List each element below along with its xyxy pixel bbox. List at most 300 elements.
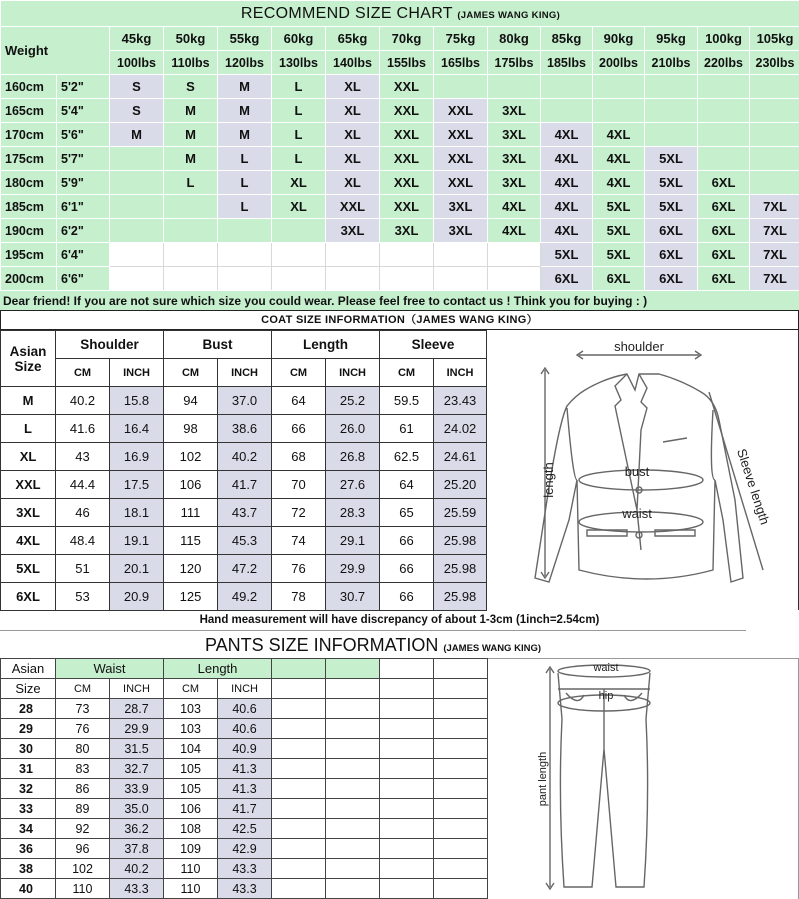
recommend-title xyxy=(1,1,799,27)
coat-measure-cell: 66 xyxy=(380,555,434,583)
size-cell xyxy=(488,243,541,267)
pants-measure-cell: 35.0 xyxy=(110,799,164,819)
height-cm: 165cm xyxy=(1,99,57,123)
pants-measure-cell: 42.5 xyxy=(218,819,272,839)
pants-empty-cell xyxy=(272,679,326,699)
pants-empty-cell xyxy=(434,859,488,879)
pants-empty-cell xyxy=(380,819,434,839)
pants-empty-cell xyxy=(380,739,434,759)
coat-measure-cell: 43 xyxy=(56,443,110,471)
pants-measure-cell: 108 xyxy=(164,819,218,839)
height-row xyxy=(1,147,799,171)
pants-size-row xyxy=(1,799,488,819)
size-cell xyxy=(164,267,218,291)
height-ft: 5'4" xyxy=(57,99,110,123)
pants-size-header-2: Size xyxy=(1,679,56,699)
weight-kg-header: 65kg xyxy=(326,27,380,51)
weight-label: Weight xyxy=(1,27,110,75)
pants-group-length: Length xyxy=(164,659,272,679)
pants-measure-cell: 41.7 xyxy=(218,799,272,819)
height-cm: 180cm xyxy=(1,171,57,195)
contact-note: Dear friend! If you are not sure which size you could wear. Please feel free to contact us ! Think you for buying : ) xyxy=(0,290,799,310)
coat-measure-cell: 102 xyxy=(164,443,218,471)
coat-size-row xyxy=(1,583,487,611)
coat-measure-cell: 72 xyxy=(272,499,326,527)
size-cell xyxy=(218,267,272,291)
coat-size-row xyxy=(1,471,487,499)
size-cell: M xyxy=(164,99,218,123)
weight-kg-header: 85kg xyxy=(541,27,593,51)
coat-measure-cell: 43.7 xyxy=(218,499,272,527)
coat-measure-cell: 111 xyxy=(164,499,218,527)
size-cell: XXL xyxy=(326,195,380,219)
unit-inch-header: INCH xyxy=(218,679,272,699)
coat-measure-cell: 29.1 xyxy=(326,527,380,555)
coat-group-sleeve: Sleeve xyxy=(380,331,487,359)
coat-measurement-diagram xyxy=(487,330,799,610)
pants-measure-cell: 76 xyxy=(56,719,110,739)
size-cell: S xyxy=(164,75,218,99)
size-cell: 6XL xyxy=(645,243,698,267)
pants-measure-cell: 86 xyxy=(56,779,110,799)
unit-inch-header: INCH xyxy=(434,359,487,387)
pants-measure-cell: 32.7 xyxy=(110,759,164,779)
pants-empty-cell xyxy=(434,879,488,899)
coat-measure-cell: 29.9 xyxy=(326,555,380,583)
coat-measure-cell: 53 xyxy=(56,583,110,611)
coat-measure-cell: 40.2 xyxy=(56,387,110,415)
size-cell xyxy=(218,243,272,267)
pants-size-label: 33 xyxy=(1,799,56,819)
coat-size-label: XL xyxy=(1,443,56,471)
size-cell: 5XL xyxy=(645,147,698,171)
coat-measure-cell: 48.4 xyxy=(56,527,110,555)
size-cell xyxy=(698,75,750,99)
size-cell: 6XL xyxy=(698,267,750,291)
pants-empty-cell xyxy=(434,739,488,759)
size-cell xyxy=(645,75,698,99)
coat-measure-cell: 49.2 xyxy=(218,583,272,611)
coat-size-row xyxy=(1,443,487,471)
height-ft: 6'4" xyxy=(57,243,110,267)
size-cell xyxy=(326,243,380,267)
size-cell: 3XL xyxy=(434,219,488,243)
weight-kg-header: 70kg xyxy=(380,27,434,51)
pants-measure-cell: 33.9 xyxy=(110,779,164,799)
size-cell xyxy=(434,243,488,267)
coat-measure-cell: 66 xyxy=(380,583,434,611)
size-cell: XL xyxy=(326,147,380,171)
coat-label-sleeve: Sleeve length xyxy=(733,446,773,527)
unit-cm-header: CM xyxy=(56,679,110,699)
height-cm: 175cm xyxy=(1,147,57,171)
size-cell: 3XL xyxy=(434,195,488,219)
pants-measure-cell: 41.3 xyxy=(218,779,272,799)
pants-empty-cell xyxy=(434,819,488,839)
height-row xyxy=(1,171,799,195)
coat-measure-cell: 20.1 xyxy=(110,555,164,583)
coat-measure-cell: 37.0 xyxy=(218,387,272,415)
size-cell: 6XL xyxy=(698,195,750,219)
weight-kg-header: 60kg xyxy=(272,27,326,51)
weight-lbs-header: 110lbs xyxy=(164,51,218,75)
coat-measure-cell: 78 xyxy=(272,583,326,611)
pants-size-title xyxy=(0,630,746,658)
pants-size-table xyxy=(0,658,488,899)
height-row xyxy=(1,75,799,99)
coat-size-title: COAT SIZE INFORMATION（JAMES WANG KING） xyxy=(0,310,799,330)
unit-cm-header: CM xyxy=(164,679,218,699)
coat-measure-cell: 61 xyxy=(380,415,434,443)
size-cell: XXL xyxy=(380,171,434,195)
pants-size-row xyxy=(1,839,488,859)
unit-cm-header: CM xyxy=(272,359,326,387)
size-cell xyxy=(110,267,164,291)
size-cell: M xyxy=(164,147,218,171)
pants-measure-cell: 102 xyxy=(56,859,110,879)
size-cell xyxy=(645,123,698,147)
pants-size-row xyxy=(1,759,488,779)
pants-label-hip: hip xyxy=(598,690,614,702)
height-ft: 6'6" xyxy=(57,267,110,291)
pants-empty-cell xyxy=(380,719,434,739)
pants-measure-cell: 104 xyxy=(164,739,218,759)
size-cell xyxy=(750,123,799,147)
pants-empty-cell xyxy=(380,839,434,859)
size-cell xyxy=(488,267,541,291)
pants-size-label: 34 xyxy=(1,819,56,839)
size-cell: L xyxy=(218,195,272,219)
height-row xyxy=(1,195,799,219)
size-cell xyxy=(110,171,164,195)
coat-group-length: Length xyxy=(272,331,380,359)
pants-measure-cell: 41.3 xyxy=(218,759,272,779)
weight-lbs-header: 220lbs xyxy=(698,51,750,75)
size-cell: 5XL xyxy=(645,171,698,195)
coat-measure-cell: 41.6 xyxy=(56,415,110,443)
size-cell: XXL xyxy=(434,123,488,147)
coat-size-row xyxy=(1,527,487,555)
weight-kg-header: 95kg xyxy=(645,27,698,51)
coat-measure-cell: 18.1 xyxy=(110,499,164,527)
size-cell: 3XL xyxy=(488,99,541,123)
size-cell: 6XL xyxy=(541,267,593,291)
pants-measure-cell: 105 xyxy=(164,779,218,799)
coat-size-row xyxy=(1,555,487,583)
pants-empty-cell xyxy=(434,779,488,799)
size-cell: XXL xyxy=(380,147,434,171)
size-cell xyxy=(380,267,434,291)
coat-measure-cell: 94 xyxy=(164,387,218,415)
pants-measure-cell: 80 xyxy=(56,739,110,759)
pants-measure-cell: 31.5 xyxy=(110,739,164,759)
size-cell xyxy=(750,99,799,123)
coat-measure-cell: 23.43 xyxy=(434,387,487,415)
pants-empty-cell xyxy=(326,839,380,859)
size-cell: XXL xyxy=(434,171,488,195)
size-cell xyxy=(272,267,326,291)
size-cell: L xyxy=(272,147,326,171)
height-cm: 195cm xyxy=(1,243,57,267)
pants-size-label: 29 xyxy=(1,719,56,739)
coat-measure-cell: 25.2 xyxy=(326,387,380,415)
pants-measurement-diagram xyxy=(488,658,799,899)
size-cell: XL xyxy=(326,75,380,99)
height-ft: 5'7" xyxy=(57,147,110,171)
coat-size-label: XXL xyxy=(1,471,56,499)
size-cell: 6XL xyxy=(645,219,698,243)
pants-size-table-section xyxy=(0,658,487,899)
pants-label-waist: waist xyxy=(593,662,619,674)
coat-measure-cell: 64 xyxy=(380,471,434,499)
coat-measure-cell: 44.4 xyxy=(56,471,110,499)
pants-size-row xyxy=(1,739,488,759)
size-cell xyxy=(593,99,645,123)
size-cell xyxy=(110,195,164,219)
coat-measure-cell: 51 xyxy=(56,555,110,583)
size-cell: XXL xyxy=(434,147,488,171)
height-cm: 185cm xyxy=(1,195,57,219)
pants-measure-cell: 103 xyxy=(164,699,218,719)
size-cell: 4XL xyxy=(541,219,593,243)
pants-empty-cell xyxy=(272,839,326,859)
pants-empty-cell xyxy=(380,679,434,699)
coat-measure-cell: 66 xyxy=(380,527,434,555)
coat-measure-cell: 25.98 xyxy=(434,583,487,611)
size-cell xyxy=(541,75,593,99)
pants-measure-cell: 73 xyxy=(56,699,110,719)
size-cell: L xyxy=(272,123,326,147)
height-ft: 6'2" xyxy=(57,219,110,243)
pants-size-label: 32 xyxy=(1,779,56,799)
pants-measure-cell: 42.9 xyxy=(218,839,272,859)
size-cell: L xyxy=(218,147,272,171)
size-cell xyxy=(326,267,380,291)
weight-lbs-header: 165lbs xyxy=(434,51,488,75)
coat-measure-cell: 41.7 xyxy=(218,471,272,499)
size-cell xyxy=(434,267,488,291)
size-cell: 3XL xyxy=(326,219,380,243)
size-cell: XXL xyxy=(380,123,434,147)
pants-size-row xyxy=(1,859,488,879)
size-cell xyxy=(698,123,750,147)
size-cell: M xyxy=(218,75,272,99)
pants-empty-cell xyxy=(434,759,488,779)
coat-measure-cell: 38.6 xyxy=(218,415,272,443)
coat-measure-cell: 16.4 xyxy=(110,415,164,443)
height-cm: 170cm xyxy=(1,123,57,147)
size-cell xyxy=(164,195,218,219)
recommend-size-chart xyxy=(0,0,799,310)
pants-empty-cell xyxy=(434,699,488,719)
size-cell: 4XL xyxy=(541,147,593,171)
pants-measure-cell: 43.3 xyxy=(218,859,272,879)
pants-measure-cell: 110 xyxy=(56,879,110,899)
coat-measure-cell: 24.02 xyxy=(434,415,487,443)
size-cell: 3XL xyxy=(488,123,541,147)
unit-inch-header: INCH xyxy=(110,679,164,699)
coat-measure-cell: 66 xyxy=(272,415,326,443)
height-row xyxy=(1,123,799,147)
recommend-title-text: RECOMMEND SIZE CHART xyxy=(240,4,453,22)
pants-empty-cell xyxy=(434,679,488,699)
pants-measure-cell: 105 xyxy=(164,759,218,779)
size-cell xyxy=(218,219,272,243)
pants-empty-cell xyxy=(380,859,434,879)
pants-label-length: pant length xyxy=(537,751,549,807)
coat-measure-cell: 25.59 xyxy=(434,499,487,527)
coat-size-label: L xyxy=(1,415,56,443)
size-cell xyxy=(164,219,218,243)
size-cell xyxy=(110,147,164,171)
size-cell xyxy=(110,243,164,267)
pants-size-label: 40 xyxy=(1,879,56,899)
coat-label-length: length xyxy=(541,462,556,498)
size-cell: XL xyxy=(326,99,380,123)
weight-kg-header: 45kg xyxy=(110,27,164,51)
pants-empty-cell xyxy=(326,699,380,719)
pants-measure-cell: 43.3 xyxy=(110,879,164,899)
pants-empty-cell xyxy=(434,799,488,819)
weight-lbs-header: 100lbs xyxy=(110,51,164,75)
coat-measure-cell: 24.61 xyxy=(434,443,487,471)
pants-empty-cell xyxy=(272,879,326,899)
measurement-note: Hand measurement will have discrepancy of about 1-3cm (1inch=2.54cm) xyxy=(199,614,600,626)
size-cell xyxy=(488,75,541,99)
pants-measure-cell: 110 xyxy=(164,859,218,879)
size-cell: L xyxy=(218,171,272,195)
pants-empty-cell xyxy=(326,779,380,799)
coat-size-header: Asian Size xyxy=(1,331,56,387)
coat-measure-cell: 25.98 xyxy=(434,527,487,555)
size-cell: 5XL xyxy=(593,195,645,219)
pants-empty-cell xyxy=(326,719,380,739)
size-cell xyxy=(593,75,645,99)
pants-empty-cell xyxy=(434,839,488,859)
pants-measure-cell: 43.3 xyxy=(218,879,272,899)
pants-size-row xyxy=(1,719,488,739)
coat-size-label: 4XL xyxy=(1,527,56,555)
coat-measure-cell: 26.8 xyxy=(326,443,380,471)
pants-size-label: 36 xyxy=(1,839,56,859)
pants-empty-cell xyxy=(272,699,326,719)
coat-measure-cell: 76 xyxy=(272,555,326,583)
coat-size-label: 5XL xyxy=(1,555,56,583)
pants-brand: (JAMES WANG KING) xyxy=(443,643,541,654)
pants-size-header-1: Asian xyxy=(1,659,56,679)
size-cell: M xyxy=(164,123,218,147)
weight-lbs-header: 185lbs xyxy=(541,51,593,75)
pants-size-label: 30 xyxy=(1,739,56,759)
height-row xyxy=(1,219,799,243)
coat-measure-cell: 46 xyxy=(56,499,110,527)
weight-lbs-header: 230lbs xyxy=(750,51,799,75)
unit-cm-header: CM xyxy=(380,359,434,387)
weight-lbs-header: 175lbs xyxy=(488,51,541,75)
weight-kg-header: 105kg xyxy=(750,27,799,51)
coat-measure-cell: 106 xyxy=(164,471,218,499)
size-cell: XL xyxy=(272,171,326,195)
size-cell: M xyxy=(218,123,272,147)
coat-measure-cell: 15.8 xyxy=(110,387,164,415)
weight-kg-header: 100kg xyxy=(698,27,750,51)
size-cell: 3XL xyxy=(380,219,434,243)
size-cell: S xyxy=(110,99,164,123)
pants-measure-cell: 40.2 xyxy=(110,859,164,879)
pants-empty-cell xyxy=(272,659,326,679)
size-cell xyxy=(110,219,164,243)
size-cell: L xyxy=(272,75,326,99)
pants-empty-cell xyxy=(272,739,326,759)
size-cell: 6XL xyxy=(698,219,750,243)
size-cell: 7XL xyxy=(750,267,799,291)
pants-empty-cell xyxy=(326,759,380,779)
coat-measure-cell: 40.2 xyxy=(218,443,272,471)
coat-label-bust: bust xyxy=(624,464,650,479)
pants-empty-cell xyxy=(434,659,488,679)
size-cell: XXL xyxy=(380,75,434,99)
pants-empty-cell xyxy=(272,719,326,739)
pants-measure-cell: 40.6 xyxy=(218,719,272,739)
pants-empty-cell xyxy=(326,879,380,899)
size-cell xyxy=(541,99,593,123)
coat-measure-cell: 120 xyxy=(164,555,218,583)
size-cell: 4XL xyxy=(541,123,593,147)
pants-empty-cell xyxy=(380,699,434,719)
size-cell xyxy=(645,99,698,123)
coat-label-waist: waist xyxy=(622,506,652,521)
size-cell xyxy=(380,243,434,267)
coat-size-table xyxy=(0,330,487,611)
weight-lbs-header: 210lbs xyxy=(645,51,698,75)
size-cell xyxy=(698,99,750,123)
pants-empty-cell xyxy=(380,879,434,899)
height-row xyxy=(1,267,799,291)
size-cell: XL xyxy=(326,123,380,147)
pants-size-label: 31 xyxy=(1,759,56,779)
pants-measure-cell: 29.9 xyxy=(110,719,164,739)
size-cell: XL xyxy=(326,171,380,195)
coat-measure-cell: 25.20 xyxy=(434,471,487,499)
size-cell: 4XL xyxy=(541,195,593,219)
pants-size-row xyxy=(1,699,488,719)
size-cell: 4XL xyxy=(488,219,541,243)
size-cell xyxy=(164,243,218,267)
pants-empty-cell xyxy=(272,819,326,839)
coat-measure-cell: 28.3 xyxy=(326,499,380,527)
size-cell: 6XL xyxy=(645,267,698,291)
pants-empty-cell xyxy=(326,819,380,839)
size-cell xyxy=(750,171,799,195)
coat-measure-cell: 65 xyxy=(380,499,434,527)
size-cell xyxy=(272,219,326,243)
size-cell: XXL xyxy=(380,99,434,123)
coat-measure-cell: 45.3 xyxy=(218,527,272,555)
height-cm: 160cm xyxy=(1,75,57,99)
coat-measure-cell: 125 xyxy=(164,583,218,611)
unit-cm-header: CM xyxy=(164,359,218,387)
pants-measure-cell: 103 xyxy=(164,719,218,739)
coat-group-shoulder: Shoulder xyxy=(56,331,164,359)
size-cell: L xyxy=(272,99,326,123)
coat-measure-cell: 16.9 xyxy=(110,443,164,471)
height-ft: 6'1" xyxy=(57,195,110,219)
coat-measure-cell: 20.9 xyxy=(110,583,164,611)
pants-size-label: 28 xyxy=(1,699,56,719)
pants-measure-cell: 110 xyxy=(164,879,218,899)
coat-size-label: 6XL xyxy=(1,583,56,611)
recommend-brand: (JAMES WANG KING) xyxy=(457,9,561,21)
